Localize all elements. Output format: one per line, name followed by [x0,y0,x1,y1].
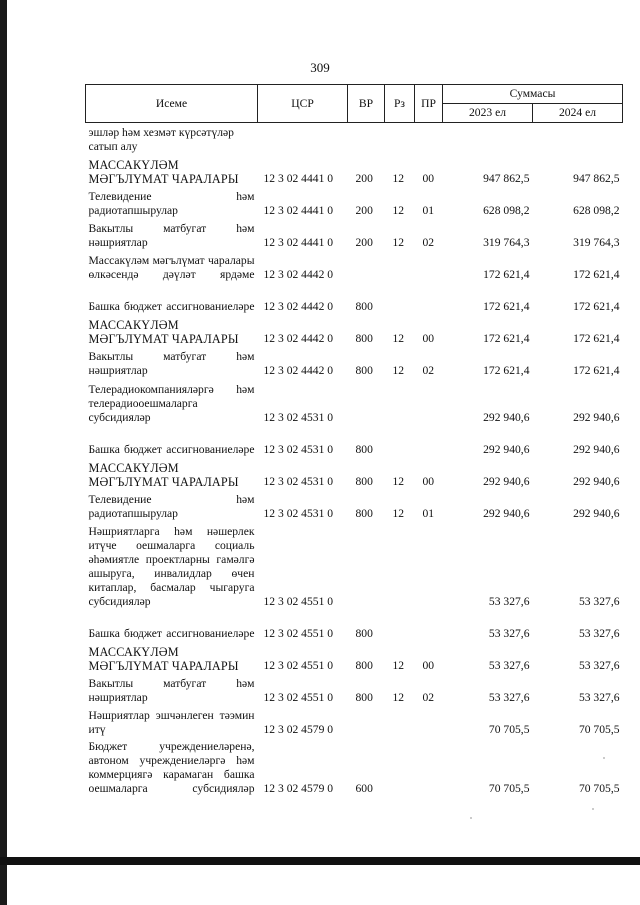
row-vr: 800 [355,364,373,377]
table-row [86,707,623,739]
table-row [86,220,623,252]
row-amount-2024: 70 705,5 [578,723,620,736]
header-csr: ЦСР [258,85,348,123]
scan-left-edge [0,0,7,905]
header-pr: ПР [415,85,443,123]
table-row [86,380,623,427]
row-amount-2024: 292 940,6 [573,443,620,456]
row-pr [415,739,443,798]
row-csr: 12 3 02 4531 0 [263,507,334,520]
header-year-2023: 2023 ел [443,104,533,123]
row-amount-2024: 292 940,6 [573,475,620,488]
header-sums: Суммасы [443,85,623,104]
header-year-2024: 2024 ел [533,104,623,123]
row-csr: 12 3 02 4441 0 [263,172,334,185]
row-amount-2023: 292 940,6 [483,475,530,488]
row-name: Башка бюджет ассигнованиеләре [88,627,255,640]
row-vr: 800 [355,507,373,520]
row-amount-2024: 53 327,6 [578,627,620,640]
row-amount-2023: 292 940,6 [483,443,530,456]
row-amount-2024: 70 705,5 [578,782,620,795]
row-csr: 12 3 02 4531 0 [263,475,334,488]
table-row [86,643,623,675]
scan-speck [603,757,605,759]
row-pr: 02 [422,236,435,249]
row-rz: 12 [392,236,405,249]
row-amount-2023: 947 862,5 [483,172,530,185]
row-pr [415,284,443,316]
row-csr: 12 3 02 4442 0 [263,300,334,313]
table-row [86,188,623,220]
row-amount-2024: 53 327,6 [578,659,620,672]
row-csr: 12 3 02 4442 0 [263,268,334,281]
row-amount-2023: 319 764,3 [483,236,530,249]
row-vr: 200 [355,172,373,185]
table-row [86,156,623,188]
row-pr [415,252,443,284]
row-pr [415,523,443,611]
row-rz: 12 [392,475,405,488]
row-csr: 12 3 02 4551 0 [263,691,334,704]
row-amount-2023: 53 327,6 [488,659,530,672]
header-name: Исеме [86,85,258,123]
row-vr [348,523,385,611]
row-rz [385,380,415,427]
row-amount-2024: 292 940,6 [573,411,620,424]
row-rz: 12 [392,507,405,520]
row-name: Телерадиокомпанияләргә һәм телерадиооешмаларга субсидияләр [88,383,255,424]
row-vr: 800 [355,691,373,704]
row-name: Бюджет учреждениеләренә, автоном учреждениеләргә һәм коммерциягә карамаган башка оешмаларга субсидияләр [88,740,255,795]
row-rz: 12 [392,204,405,217]
row-pr: 00 [422,172,435,185]
row-name: МАССАКҮЛӘМ МӘГЪЛҮМАТ ЧАРАЛАРЫ [88,645,239,673]
row-vr: 600 [355,782,373,795]
row-vr [348,252,385,284]
row-vr: 200 [355,236,373,249]
row-csr: 12 3 02 4441 0 [263,204,334,217]
row-pr [415,427,443,459]
row-name: Вакытлы матбугат һәм нәшриятлар [88,350,255,377]
row-amount-2023: 70 705,5 [488,782,530,795]
row-vr [348,707,385,739]
table-row [86,739,623,798]
scan-bottom-edge [0,857,640,865]
row-name: Телевидение һәм радиотапшырулар [88,190,255,217]
row-csr: 12 3 02 4551 0 [263,627,334,640]
table-row [86,611,623,643]
row-rz: 12 [392,172,405,185]
row-vr: 800 [355,332,373,345]
row-name: МАССАКҮЛӘМ МӘГЪЛҮМАТ ЧАРАЛАРЫ [88,158,239,186]
row-name: Вакытлы матбугат һәм нәшриятлар [88,677,255,704]
row-rz: 12 [392,659,405,672]
scan-speck [470,817,472,819]
row-pr: 00 [422,475,435,488]
row-amount-2024: 292 940,6 [573,507,620,520]
table-row [86,316,623,348]
row-csr: 12 3 02 4531 0 [263,443,334,456]
row-vr: 800 [355,443,373,456]
budget-table [85,84,623,798]
row-amount-2024: 947 862,5 [573,172,620,185]
page-number: 309 [310,60,330,75]
table-row [86,459,623,491]
row-name: Нәшриятларга һәм нәшерлек итүче оешмаларга социаль әһәмиятле проектларны гамәлгә ашыруга, инвалидлар өчен китаплар, басмалар чыгаруга субсидияләр [88,525,255,608]
row-csr: 12 3 02 4551 0 [263,595,334,608]
row-rz [385,427,415,459]
row-pr: 02 [422,364,435,377]
scan-speck [592,808,594,810]
table-row [86,427,623,459]
row-name: Телевидение һәм радиотапшырулар [88,493,255,520]
row-name: Нәшриятлар эшчәнлеген тәэмин итү [88,709,255,736]
row-vr: 200 [355,204,373,217]
row-amount-2024: 172 621,4 [573,268,620,281]
row-rz [385,611,415,643]
row-csr: 12 3 02 4442 0 [263,332,334,345]
row-rz: 12 [392,691,405,704]
row-amount-2023: 53 327,6 [488,595,530,608]
row-amount-2024: 172 621,4 [573,332,620,345]
row-amount-2024: 319 764,3 [573,236,620,249]
table-row [86,523,623,611]
row-amount-2023: 172 621,4 [483,300,530,313]
row-name: МАССАКҮЛӘМ МӘГЪЛҮМАТ ЧАРАЛАРЫ [88,318,239,346]
table-row [86,675,623,707]
row-amount-2023: 70 705,5 [488,723,530,736]
row-name: Башка бюджет ассигнованиеләре [88,443,255,456]
row-csr: 12 3 02 4441 0 [263,236,334,249]
row-rz: 12 [392,364,405,377]
row-csr: 12 3 02 4531 0 [263,411,334,424]
row-pr: 01 [422,507,435,520]
row-rz: 12 [392,332,405,345]
row-pr [415,611,443,643]
row-amount-2023: 53 327,6 [488,691,530,704]
row-name: МАССАКҮЛӘМ МӘГЪЛҮМАТ ЧАРАЛАРЫ [88,461,239,489]
row-pr: 00 [422,659,435,672]
row-vr: 800 [355,475,373,488]
row-rz [385,523,415,611]
table-row [86,252,623,284]
row-amount-2024: 53 327,6 [578,691,620,704]
row-rz [385,252,415,284]
row-pr: 01 [422,204,435,217]
row-pr: 00 [422,332,435,345]
row-name: Вакытлы матбугат һәм нәшриятлар [88,222,255,249]
row-amount-2024: 172 621,4 [573,364,620,377]
row-amount-2024: 172 621,4 [573,300,620,313]
row-csr: 12 3 02 4442 0 [263,364,334,377]
header-rz: Рз [385,85,415,123]
row-amount-2024: 53 327,6 [578,595,620,608]
row-rz [385,739,415,798]
table-row [86,348,623,380]
row-vr: 800 [355,627,373,640]
table-row [86,491,623,523]
row-csr: 12 3 02 4579 0 [263,723,334,736]
row-amount-2023: 628 098,2 [483,204,530,217]
row-amount-2023: 292 940,6 [483,411,530,424]
row-rz [385,284,415,316]
row-amount-2023: 53 327,6 [488,627,530,640]
continuation-row [86,123,623,157]
row-pr [415,380,443,427]
row-rz [385,707,415,739]
table-row [86,284,623,316]
row-name: Массакүләм мәгълүмат чаралары өлкәсендә дәүләт ярдәме [88,254,255,281]
row-amount-2023: 292 940,6 [483,507,530,520]
row-amount-2023: 172 621,4 [483,332,530,345]
row-vr [348,380,385,427]
row-pr: 02 [422,691,435,704]
row-amount-2023: 172 621,4 [483,364,530,377]
row-pr [415,707,443,739]
row-vr: 800 [355,300,373,313]
header-vr: ВР [348,85,385,123]
row-csr: 12 3 02 4579 0 [263,782,334,795]
row-csr: 12 3 02 4551 0 [263,659,334,672]
row-amount-2024: 628 098,2 [573,204,620,217]
row-amount-2023: 172 621,4 [483,268,530,281]
row-name: Башка бюджет ассигнованиеләре [88,300,255,313]
row-vr: 800 [355,659,373,672]
continuation-text: эшләр һәм хезмәт күрсәтүләр сатып алу [88,126,234,153]
